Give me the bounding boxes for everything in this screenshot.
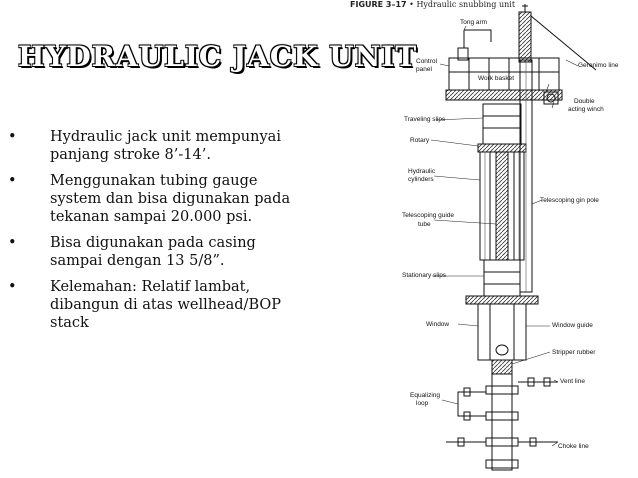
label-stripper-rubber: Stripper rubber bbox=[552, 349, 596, 356]
bullet-list bbox=[8, 128, 308, 340]
bullet-line: stack bbox=[50, 315, 89, 331]
bullet-line: Menggunakan tubing gauge bbox=[50, 173, 258, 189]
work-basket-rail bbox=[449, 58, 559, 90]
snubbing-unit-figure bbox=[346, 0, 638, 478]
window-guides bbox=[490, 304, 514, 360]
gin-pole-tip bbox=[522, 4, 528, 12]
guide-tube-shape bbox=[496, 152, 508, 260]
label-gin-pole: Telescoping gin pole bbox=[540, 197, 599, 204]
gin-pole-top bbox=[519, 12, 531, 62]
rotary-plate bbox=[478, 144, 526, 152]
window-tool bbox=[496, 345, 508, 355]
bullet-item bbox=[8, 234, 308, 270]
bullet-line: panjang stroke 8’-14’. bbox=[50, 147, 211, 163]
label-choke-line: Choke line bbox=[558, 443, 589, 450]
label-control-panel-2: panel bbox=[416, 66, 432, 73]
label-hydraulic-1: Hydraulic bbox=[408, 168, 436, 175]
figure-separator: • bbox=[409, 0, 414, 9]
bop-stack bbox=[492, 374, 512, 470]
label-geronimo-line: Geronimo line bbox=[578, 62, 619, 69]
bullet-item bbox=[8, 278, 308, 332]
label-guide-tube-2: tube bbox=[418, 221, 431, 228]
label-window: Window bbox=[426, 321, 450, 328]
label-double-winch-1: Double bbox=[574, 98, 595, 105]
bop-flange-3 bbox=[486, 438, 518, 446]
bullet-item bbox=[8, 172, 308, 226]
base-frame bbox=[466, 296, 538, 304]
bullet-line: sampai dengan 13 5/8”. bbox=[50, 253, 225, 269]
bullet-line: system dan bisa digunakan pada bbox=[50, 191, 291, 207]
figure-caption-text: Hydraulic snubbing unit bbox=[416, 0, 516, 9]
equalizing-loop-pipe bbox=[458, 392, 486, 416]
bullet-line: dibangun di atas wellhead/BOP bbox=[50, 297, 282, 313]
bop-flange-1 bbox=[486, 386, 518, 394]
traveling-slips-shape bbox=[483, 104, 521, 144]
bullet-marker: • bbox=[8, 173, 17, 189]
label-window-guide: Window guide bbox=[552, 322, 593, 329]
bullet-marker: • bbox=[8, 279, 17, 295]
label-equalizing-1: Equalizing bbox=[410, 392, 440, 399]
bop-flange-4 bbox=[486, 460, 518, 468]
stripper-rubber-shape bbox=[492, 360, 512, 374]
label-work-basket: Work basket bbox=[478, 75, 515, 82]
slips-dividers bbox=[483, 116, 521, 128]
label-vent-line: Vent line bbox=[560, 378, 585, 385]
label-traveling-slips: Traveling slips bbox=[404, 116, 446, 123]
label-double-winch-2: acting winch bbox=[568, 106, 604, 113]
bullet-line: tekanan sampai 20.000 psi. bbox=[50, 209, 253, 225]
label-rotary: Rotary bbox=[410, 137, 430, 144]
bullet-item bbox=[8, 128, 308, 164]
bullet-line: Hydraulic jack unit mempunyai bbox=[50, 129, 281, 145]
label-guide-tube-1: Telescoping guide bbox=[402, 212, 455, 219]
basket-bars bbox=[449, 58, 559, 90]
label-tong-arm: Tong arm bbox=[460, 19, 488, 26]
label-stationary-slips: Stationary slips bbox=[402, 272, 447, 279]
figure-number: FIGURE 3–17 bbox=[350, 0, 407, 9]
bullet-line: Bisa digunakan pada casing bbox=[50, 235, 256, 251]
bop-flange-2 bbox=[486, 412, 518, 420]
bullet-marker: • bbox=[8, 129, 17, 145]
stationary-slips-shape bbox=[484, 260, 520, 296]
slide-title: HYDRAULIC JACK UNIT bbox=[18, 40, 418, 73]
snubbing-unit-drawing bbox=[346, 0, 638, 478]
bullet-marker: • bbox=[8, 235, 17, 251]
tong-arm-shape bbox=[464, 30, 491, 48]
label-hydraulic-2: cylinders bbox=[408, 176, 434, 183]
bullet-line: Kelemahan: Relatif lambat, bbox=[50, 279, 251, 295]
label-control-panel-1: Control bbox=[416, 58, 437, 65]
stationary-dividers bbox=[484, 272, 520, 284]
label-equalizing-2: loop bbox=[416, 400, 429, 407]
window-frame bbox=[478, 304, 526, 360]
